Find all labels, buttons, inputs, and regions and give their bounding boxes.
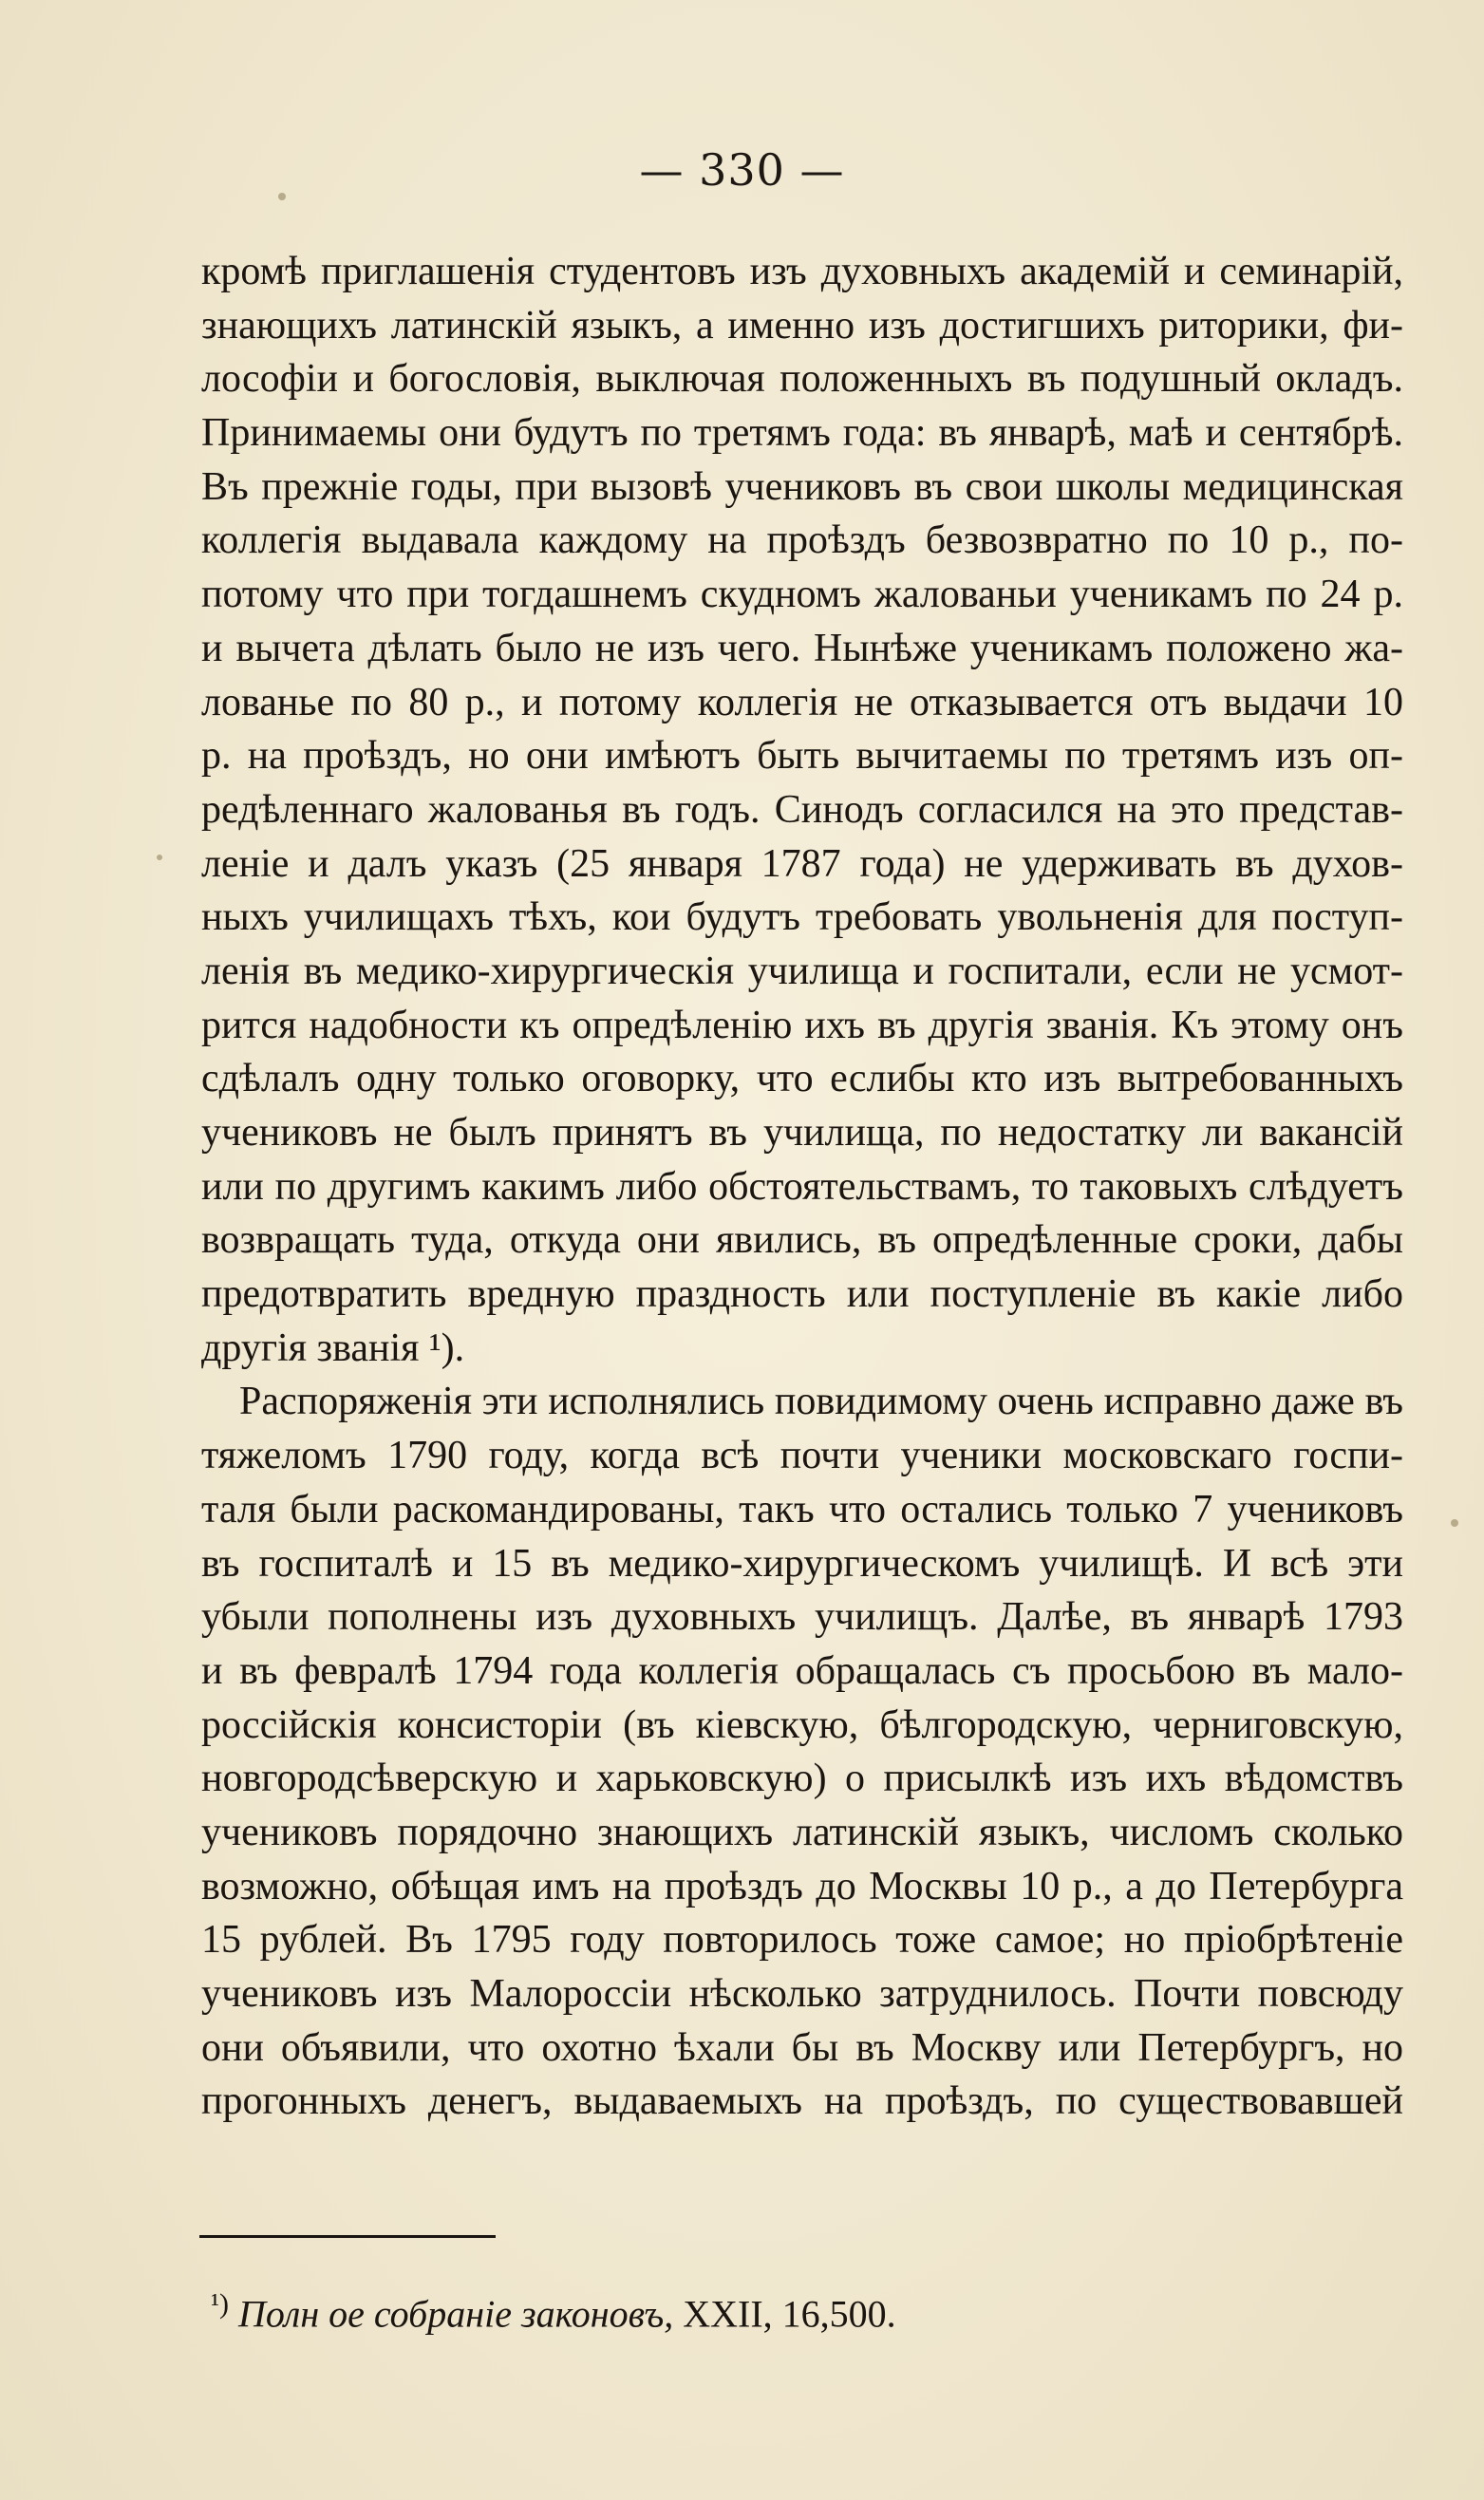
text-line: кромѣ приглашенія студентовъ изъ духовныхъ академій и семинарій,: [201, 250, 1403, 293]
footnote-divider: [199, 2235, 496, 2238]
body-text: [201, 245, 1403, 2129]
text-line: убыли пополнены изъ духовныхъ училищъ. Далѣе, въ январѣ 1793: [201, 1595, 1403, 1640]
text-line: ныхъ училищахъ тѣхъ, кои будутъ требовать увольненія для поступ-: [201, 895, 1403, 940]
text-line: учениковъ не былъ принятъ въ училища, по недостатку ли вакансій: [201, 1111, 1403, 1155]
text-line: новгородсѣверскую и харьковскую) о присылкѣ изъ ихъ вѣдомствъ: [201, 1757, 1403, 1801]
text-line: тяжеломъ 1790 году, когда всѣ почти ученики московскаго госпи-: [201, 1434, 1403, 1478]
text-line: въ госпиталѣ и 15 въ медико-хирургическомъ училищѣ. И всѣ эти: [201, 1541, 1403, 1586]
paper-speck: [157, 855, 162, 860]
text-line: возможно, обѣщая имъ на проѣздъ до Москвы 10 р., а до Петербурга: [201, 1864, 1403, 1908]
text-line: лованье по 80 р., и потому коллегія не отказывается отъ выдачи 10: [201, 680, 1403, 724]
text-line: 15 рублей. Въ 1795 году повторилось тоже самое; но пріобрѣтеніе: [201, 1918, 1403, 1963]
text-line: таля были раскомандированы, такъ что остались только 7 учениковъ: [201, 1487, 1403, 1532]
footnote-mark: ¹): [211, 2288, 229, 2320]
text-line: потому что при тогдашнемъ скудномъ жалованьи ученикамъ по 24 р.: [201, 573, 1403, 617]
text-line: р. на проѣздъ, но они имѣютъ быть вычитаемы по третямъ изъ оп-: [201, 734, 1403, 779]
text-line: Въ прежніе годы, при вызовѣ учениковъ въ свои школы медицинская: [201, 464, 1403, 509]
text-line: коллегія выдавала каждому на проѣздъ безвозвратно по 10 р., по-: [201, 518, 1403, 563]
text-line: учениковъ изъ Малороссіи нѣсколько затруднилось. Почти повсюду: [201, 1972, 1403, 2016]
footnote-source-title: Полн ое собраніе законовъ,: [237, 2292, 674, 2336]
page-number: — 330 —: [639, 144, 845, 196]
text-line: другія званія ¹).: [201, 1325, 465, 1370]
text-line: сдѣлалъ одну только оговорку, что еслибы кто изъ вытребованныхъ: [201, 1057, 1403, 1101]
text-line: они объявили, что охотно ѣхали бы въ Москву или Петербургъ, но: [201, 2025, 1403, 2070]
text-line: учениковъ порядочно знающихъ латинскій языкъ, числомъ сколько: [201, 1810, 1403, 1854]
text-line: россійскія консисторіи (въ кіевскую, бѣлгородскую, черниговскую,: [201, 1702, 1403, 1747]
paper-speck: [1451, 1519, 1458, 1527]
text-line: знающихъ латинскій языкъ, а именно изъ достигшихъ риторики, фи-: [201, 303, 1403, 348]
text-line: предотвратить вредную праздность или поступленіе въ какіе либо: [201, 1272, 1403, 1317]
text-line: и въ февралѣ 1794 года коллегія обращалась съ просьбою въ мало-: [201, 1648, 1403, 1693]
text-line: леніе и далъ указъ (25 января 1787 года) не удерживать въ духов-: [201, 841, 1403, 886]
text-line: Принимаемы они будутъ по третямъ года: въ январѣ, маѣ и сентябрѣ.: [201, 411, 1403, 456]
text-line: или по другимъ какимъ либо обстоятельствамъ, то таковыхъ слѣдуетъ: [201, 1164, 1403, 1209]
text-line: ленія въ медико-хирургическія училища и госпитали, если не усмот-: [201, 949, 1403, 993]
text-line: рится надобности къ опредѣленію ихъ въ другія званія. Къ этому онъ: [201, 1003, 1403, 1047]
text-line: возвращать туда, откуда они явились, въ опредѣленные сроки, дабы: [201, 1218, 1403, 1263]
footnote-reference: XXII, 16,500.: [683, 2292, 896, 2336]
text-line: лософіи и богословія, выключая положенныхъ въ подушный окладъ.: [201, 357, 1403, 402]
paragraph-start-line: Распоряженія эти исполнялись повидимому очень исправно даже въ: [239, 1380, 1403, 1424]
text-line: редѣленнаго жалованья въ годъ. Синодъ согласился на это представ-: [201, 787, 1403, 832]
text-line: прогонныхъ денегъ, выдаваемыхъ на проѣздъ, по существовавшей: [201, 2079, 1403, 2124]
footnote: [211, 2288, 896, 2336]
text-line: и вычета дѣлать было не изъ чего. Нынѣже ученикамъ положено жа-: [201, 626, 1403, 670]
